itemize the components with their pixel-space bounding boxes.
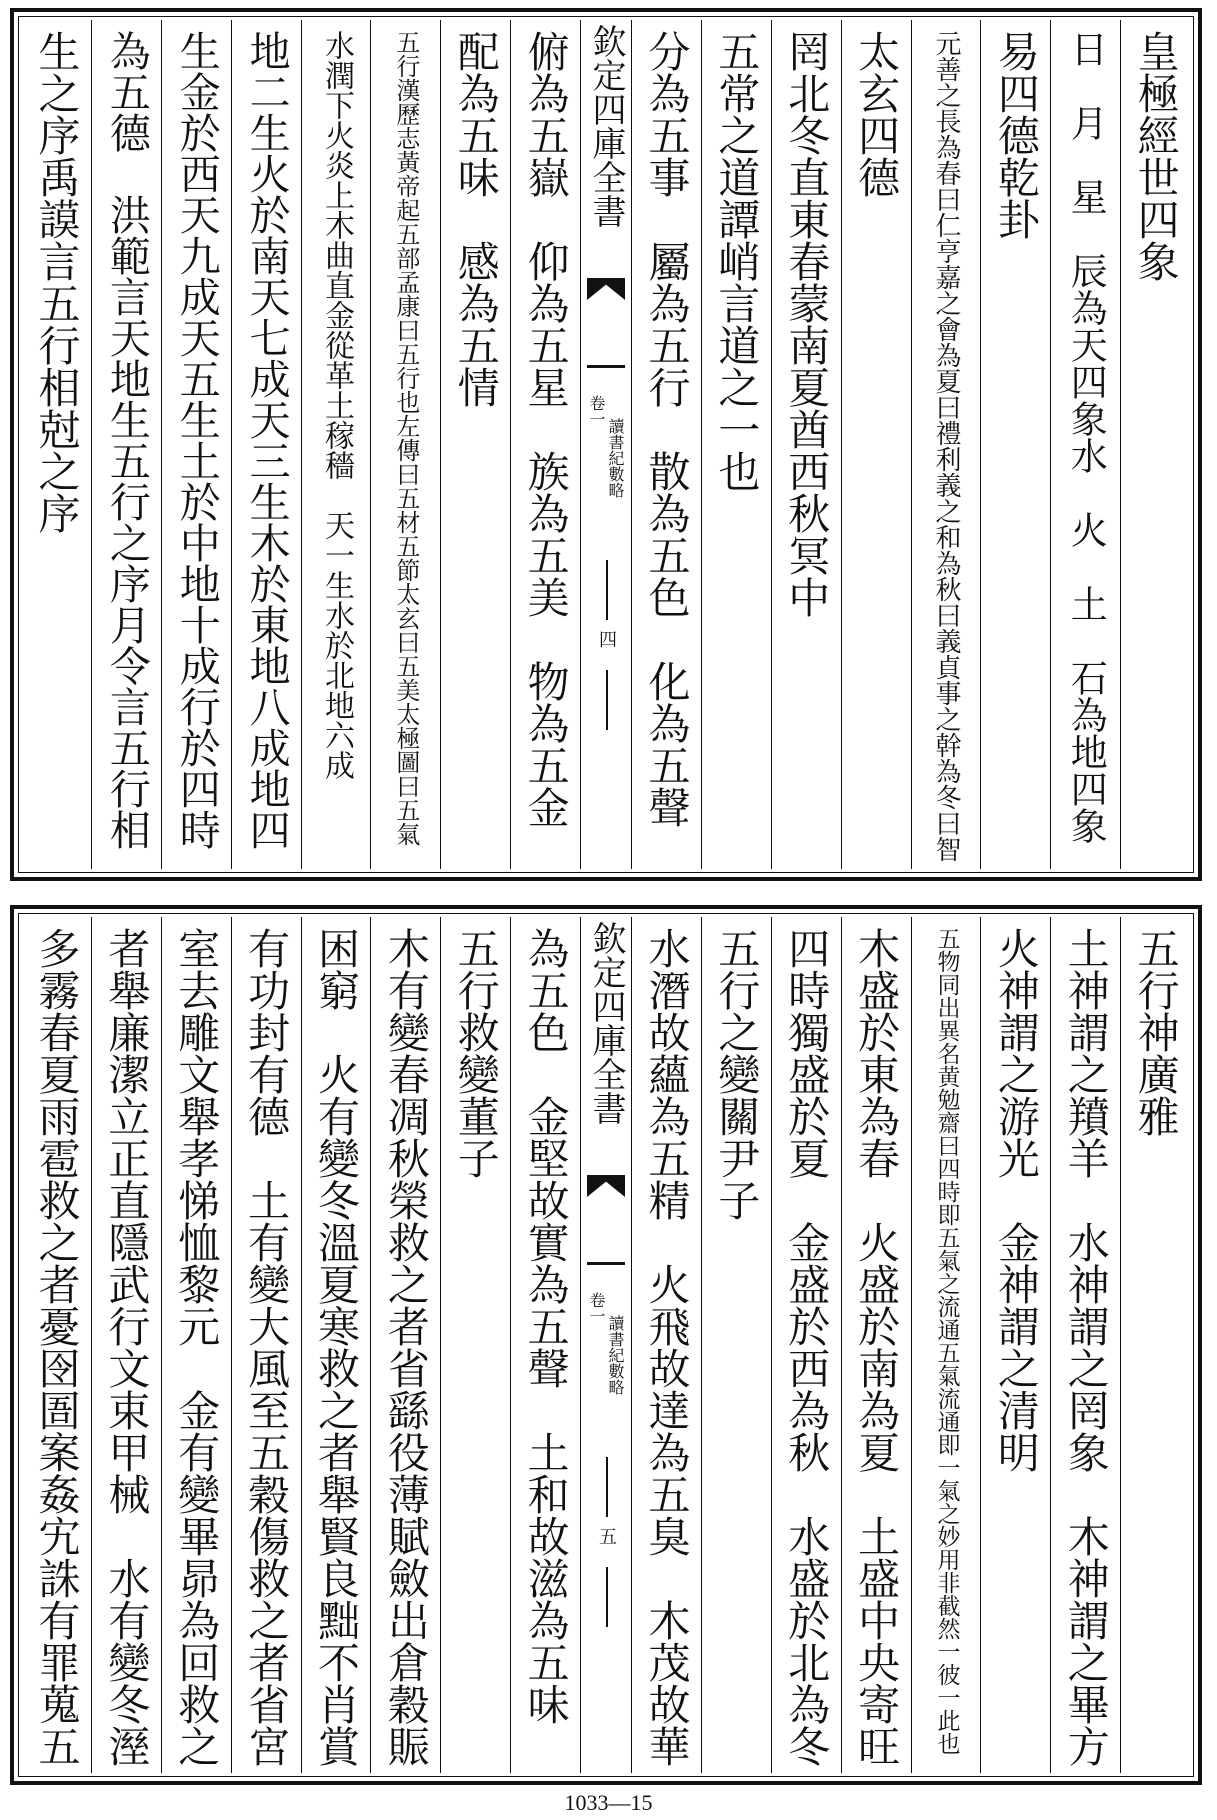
gutter-rule xyxy=(606,1457,608,1517)
column-text: 配為五味 感為五情 xyxy=(451,30,501,408)
text-column xyxy=(631,20,701,869)
text-column xyxy=(841,20,911,869)
column-text: 罔北冬直東春蒙南夏酋西秋冥中 xyxy=(782,30,832,618)
text-column xyxy=(771,20,841,869)
column-text: 生之序禹謨言五行相尅之序 xyxy=(32,30,82,534)
gutter-title: 欽定四庫全書 xyxy=(586,24,626,228)
text-column xyxy=(1120,917,1190,1773)
text-column xyxy=(370,20,440,869)
column-text: 室去雕文舉孝悌恤黎元 金有變畢昴為回救之 xyxy=(172,927,222,1767)
center-gutter xyxy=(580,917,631,1773)
text-column xyxy=(22,20,91,869)
text-column xyxy=(161,917,231,1773)
top-page xyxy=(10,8,1202,881)
text-column xyxy=(231,20,301,869)
gutter-volume: 卷一 xyxy=(587,395,606,427)
text-column xyxy=(510,20,580,869)
text-column xyxy=(631,917,701,1773)
column-text: 生金於西天九成天五生土於中地十成行於四時 xyxy=(172,30,221,850)
text-column xyxy=(1050,917,1120,1773)
text-column xyxy=(701,917,771,1773)
column-text: 地二生火於南天七成天三生木於東地八成地四 xyxy=(242,30,291,850)
column-text: 為五德 洪範言天地生五行之序月令言五行相 xyxy=(102,30,151,850)
fish-tail-mark xyxy=(587,278,625,300)
column-text: 易四德乾卦 xyxy=(991,30,1041,240)
text-column xyxy=(370,917,440,1773)
fish-tail-mark xyxy=(587,1175,625,1197)
page-footer-number: 1033—15 xyxy=(564,1790,653,1815)
gutter-rule xyxy=(606,670,608,730)
text-column xyxy=(301,917,371,1773)
bottom-page xyxy=(10,905,1202,1785)
column-text: 有功封有德 土有變大風至五穀傷救之者省宮 xyxy=(242,927,292,1767)
column-text: 四時獨盛於夏 金盛於西為秋 水盛於北為冬 xyxy=(782,927,832,1767)
text-column xyxy=(91,20,161,869)
text-column xyxy=(440,20,510,869)
column-text: 五行漢歷志黃帝起五部孟康曰五行也左傳曰五材五節太玄曰五美太極圖曰五氣 xyxy=(391,30,420,846)
column-text: 分為五事 屬為五行 散為五色 化為五聲 xyxy=(642,30,692,828)
text-column xyxy=(231,917,301,1773)
column-text: 俯為五嶽 仰為五星 族為五美 物為五金 xyxy=(521,30,571,828)
column-text: 皇極經世四象 xyxy=(1131,30,1181,282)
text-column xyxy=(841,917,911,1773)
text-column xyxy=(1120,20,1190,869)
column-text: 困窮 火有變冬溫夏寒救之者舉賢良黜不肖賞 xyxy=(311,927,361,1767)
column-text: 五行神廣雅 xyxy=(1131,927,1181,1137)
column-text: 五常之道譚峭言道之一也 xyxy=(712,30,762,492)
column-text: 水潛故蘊為五精 火飛故達為五臭 木茂故華 xyxy=(642,927,692,1767)
text-column xyxy=(911,917,981,1773)
center-gutter xyxy=(580,20,631,869)
gutter-source: 讀書紀數略 xyxy=(606,418,625,498)
text-column xyxy=(161,20,231,869)
text-column xyxy=(1050,20,1120,869)
text-column xyxy=(22,917,91,1773)
column-text: 木盛於東為春 火盛於南為夏 土盛中央寄旺 xyxy=(852,927,902,1767)
column-text: 土神謂之羵羊 水神謂之罔象 木神謂之畢方 xyxy=(1061,927,1111,1767)
gutter-source: 讀書紀數略 xyxy=(606,1315,625,1395)
gutter-page-number: 五 xyxy=(596,1527,617,1545)
column-text: 元善之長為春曰仁亨嘉之會為夏曰禮利義之和為秋曰義貞事之幹為冬曰智 xyxy=(930,30,961,862)
gutter-volume: 卷一 xyxy=(587,1292,606,1324)
text-column xyxy=(440,917,510,1773)
text-column xyxy=(301,20,371,869)
column-text: 多霧春夏雨雹救之者憂囹圄案姦宄誅有罪蒐五 xyxy=(32,927,82,1767)
text-column xyxy=(980,917,1050,1773)
gutter-title: 欽定四庫全書 xyxy=(586,921,626,1125)
text-column xyxy=(510,917,580,1773)
column-text: 太玄四德 xyxy=(852,30,902,198)
column-text: 五行之變關尹子 xyxy=(712,927,762,1221)
column-text: 五行救變董子 xyxy=(451,927,501,1179)
text-column xyxy=(911,20,981,869)
column-text: 木有變春凋秋榮救之者省繇役薄賦斂出倉穀賑 xyxy=(381,927,431,1767)
text-column xyxy=(701,20,771,869)
column-text: 日 月 星 辰為天四象水 火 土 石為地四象 xyxy=(1064,30,1108,844)
column-text: 五物同出異名黄勉齋曰四時即五氣之流通五氣流通即一氣之妙用非截然一彼一此也 xyxy=(933,927,960,1755)
column-text: 為五色 金堅故實為五聲 土和故滋為五味 xyxy=(521,927,571,1725)
gutter-rule xyxy=(606,1567,608,1627)
column-text: 火神謂之游光 金神謂之清明 xyxy=(991,927,1041,1473)
gutter-rule xyxy=(606,560,608,620)
fish-tail-mark xyxy=(587,1262,625,1287)
column-text: 水潤下火炎上木曲直金從革土稼穡 天一生水於北地六成 xyxy=(318,30,354,780)
column-text: 者舉廉潔立正直隱武行文束甲械 水有變冬溼 xyxy=(102,927,152,1767)
gutter-page-number: 四 xyxy=(596,630,617,648)
text-column xyxy=(91,917,161,1773)
text-column xyxy=(980,20,1050,869)
fish-tail-mark xyxy=(587,365,625,390)
text-column xyxy=(771,917,841,1773)
